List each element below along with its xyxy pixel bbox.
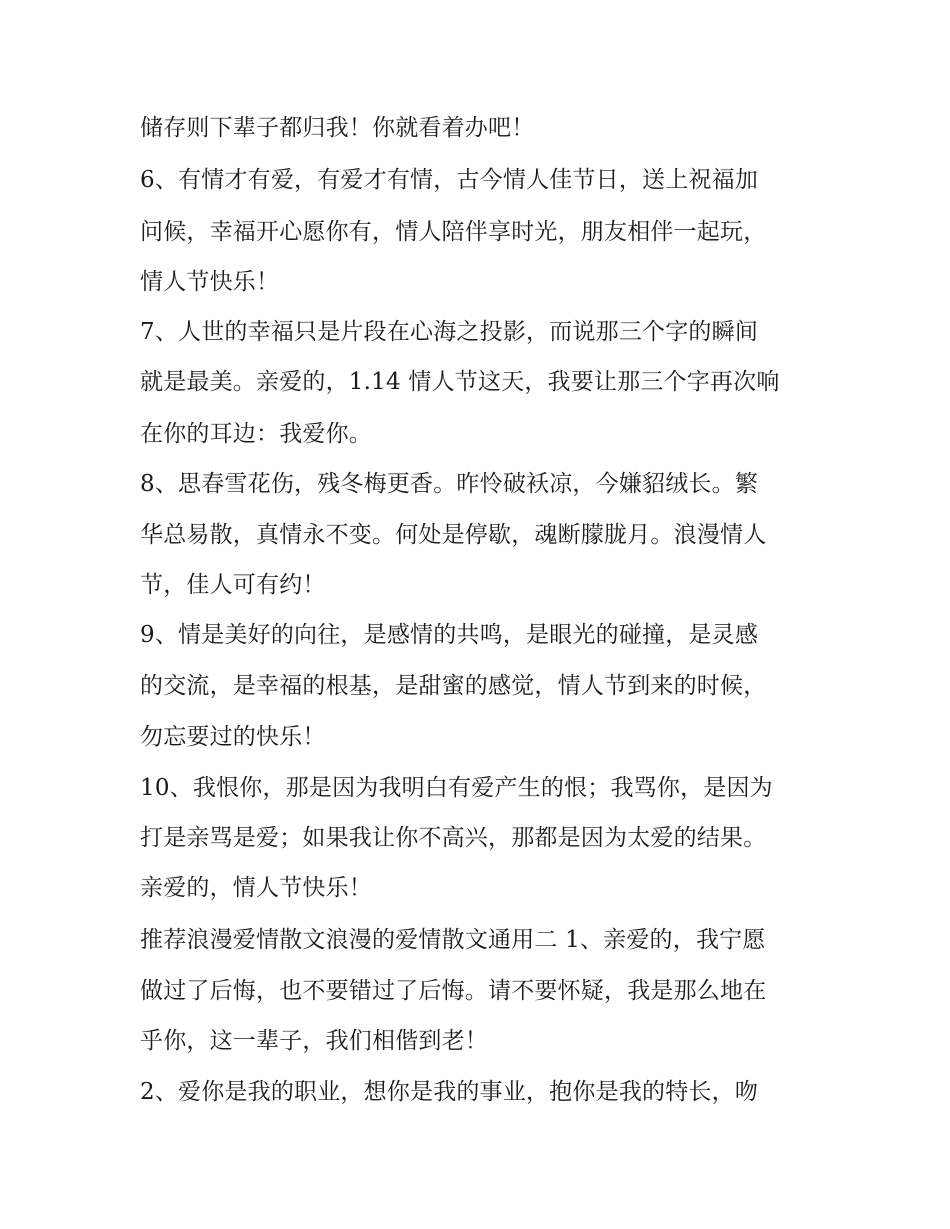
text-line: 打是亲骂是爱；如果我让你不高兴，那都是因为太爱的结果。 [140, 825, 767, 851]
text-line: 做过了后悔，也不要错过了后悔。请不要怀疑，我是那么地在 [140, 978, 767, 1004]
text-line: 就是最美。亲爱的，1.14 情人节这天，我要让那三个字再次响 [140, 369, 780, 395]
text-line: 华总易散，真情永不变。何处是停歇，魂断朦胧月。浪漫情人 [140, 522, 767, 548]
text-line: 8、思春雪花伤，残冬梅更香。昨怜破袄凉，今嫌貂绒长。繁 [140, 471, 759, 497]
text-line: 情人节快乐！ [140, 269, 280, 295]
text-line: 亲爱的，情人节快乐！ [140, 875, 372, 901]
text-line: 6、有情才有爱，有爱才有情，古今情人佳节日，送上祝福加 [140, 167, 759, 193]
text-line: 在你的耳边：我爱你。 [140, 421, 372, 447]
text-line: 勿忘要过的快乐！ [140, 724, 326, 750]
text-line: 乎你，这一辈子，我们相偕到老！ [140, 1028, 488, 1054]
text-line: 2、爱你是我的职业，想你是我的事业，抱你是我的特长，吻 [140, 1079, 759, 1105]
text-line: 10、我恨你，那是因为我明白有爱产生的恨；我骂你，是因为 [140, 775, 773, 801]
text-line: 9、情是美好的向往，是感情的共鸣，是眼光的碰撞，是灵感 [140, 622, 759, 648]
text-line: 节，佳人可有约！ [140, 572, 326, 598]
text-line: 的交流，是幸福的根基，是甜蜜的感觉，情人节到来的时候， [140, 673, 767, 699]
text-line: 推荐浪漫爱情散文浪漫的爱情散文通用二 1、亲爱的，我宁愿 [140, 927, 766, 953]
text-line: 储存则下辈子都归我！你就看着办吧！ [140, 115, 535, 141]
text-line: 7、人世的幸福只是片段在心海之投影，而说那三个字的瞬间 [140, 319, 759, 345]
text-line: 问候，幸福开心愿你有，情人陪伴享时光，朋友相伴一起玩， [140, 219, 767, 245]
